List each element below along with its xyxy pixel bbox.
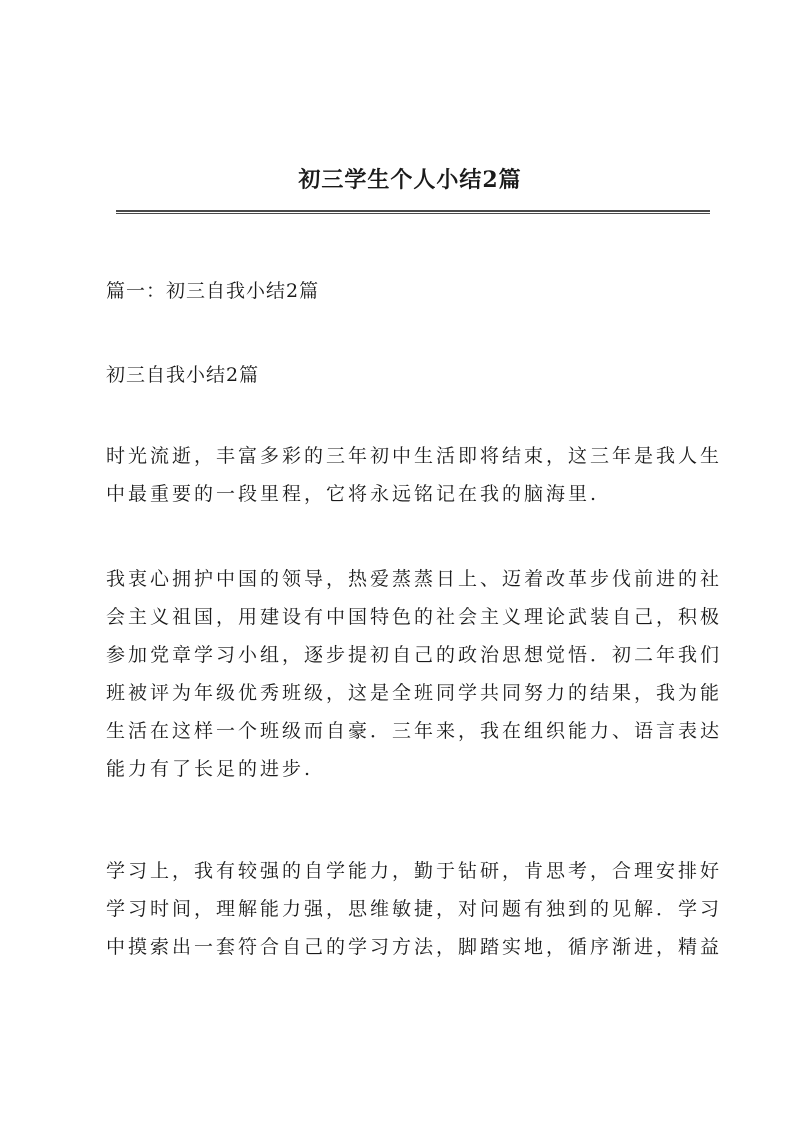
paragraph-line: 生活在这样一个班级而自豪．三年来，我在组织能力、语言表达 bbox=[106, 720, 723, 742]
paragraph-line: 会主义祖国，用建设有中国特色的社会主义理论武装自己，积极 bbox=[106, 606, 723, 628]
title-divider bbox=[116, 210, 710, 214]
paragraph-line: 班被评为年级优秀班级，这是全班同学共同努力的结果，我为能 bbox=[106, 682, 723, 704]
paragraph-line: 学习时间，理解能力强，思维敏捷，对问题有独到的见解．学习 bbox=[106, 898, 723, 920]
document-title: 初三学生个人小结2篇 bbox=[298, 167, 522, 193]
section-heading: 篇一：初三自我小结2篇 bbox=[106, 280, 320, 302]
paragraph-1 bbox=[106, 437, 723, 513]
paragraph-line: 中最重要的一段里程，它将永远铭记在我的脑海里. bbox=[106, 483, 600, 505]
subheading: 初三自我小结2篇 bbox=[106, 364, 260, 386]
paragraph-line: 参加党章学习小组，逐步提初自己的政治思想觉悟．初二年我们 bbox=[106, 644, 723, 666]
paragraph-line: 能力有了长足的进步. bbox=[106, 758, 314, 780]
paragraph-line: 学习上，我有较强的自学能力，勤于钻研，肯思考，合理安排好 bbox=[106, 860, 723, 882]
paragraph-line: 中摸索出一套符合自己的学习方法，脚踏实地，循序渐进，精益 bbox=[106, 936, 723, 958]
paragraph-3 bbox=[106, 852, 723, 966]
paragraph-line: 我衷心拥护中国的领导，热爱蒸蒸日上、迈着改革步伐前进的社 bbox=[106, 568, 723, 590]
paragraph-2 bbox=[106, 560, 723, 788]
paragraph-line: 时光流逝，丰富多彩的三年初中生活即将结束，这三年是我人生 bbox=[106, 445, 723, 467]
